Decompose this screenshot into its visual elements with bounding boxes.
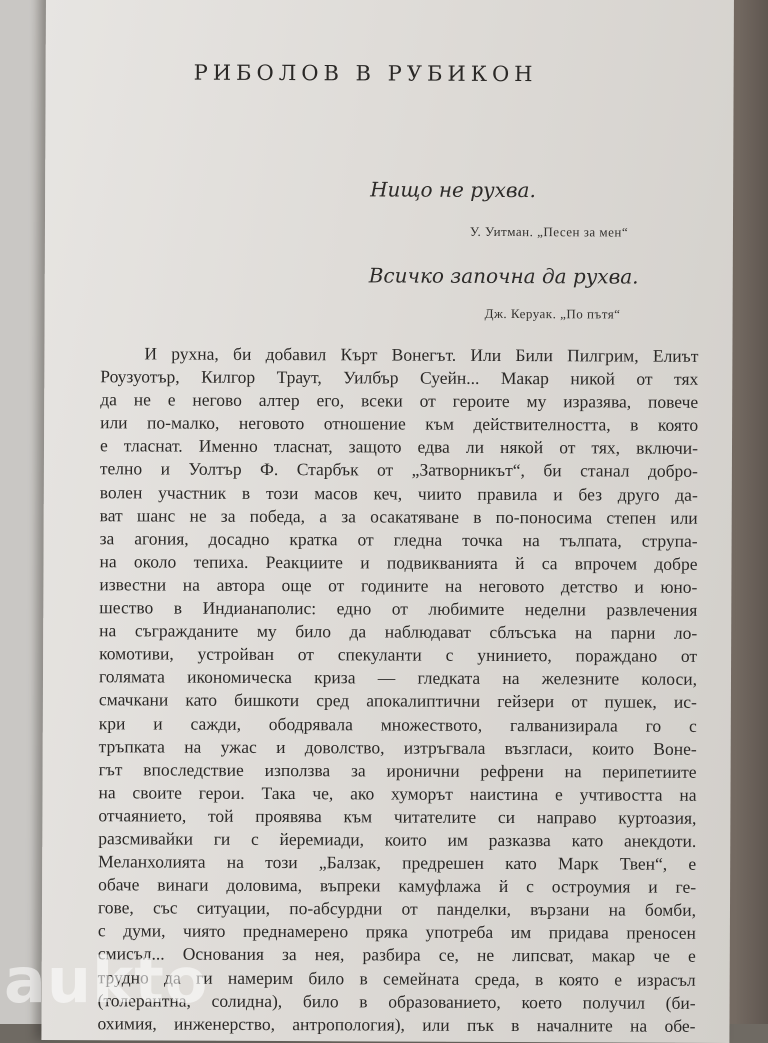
body-line: с думи, чиято преднамерено пряка употреба им придава преносен: [97, 920, 696, 944]
body-line: известни на автора още от годините на неговото детство и юно-: [99, 574, 698, 597]
body-line: охимия, инженерство, антропология), или пък в началните на обе-: [97, 1012, 696, 1036]
body-line: на около тепиха. Реакциите и подвикванията й са впрочем добре: [99, 551, 698, 574]
body-line: голямата икономическа криза — гледката на железните колоси,: [98, 666, 698, 690]
body-line: комотиви, устройван от спекуланти с унинието, пораждано от: [99, 643, 698, 667]
body-line: кри и сажди, ободрявала множеството, галванизирала го с: [98, 712, 697, 736]
epigraph-quote-1: Нищо не рухва.: [370, 177, 536, 203]
epigraph-quote-2: Всичко започна да рухва.: [368, 263, 639, 289]
body-line: Роузуотър, Килгор Траут, Уилбър Суейн... Макар никой от тях: [100, 366, 699, 389]
book-page: [41, 0, 734, 1043]
body-line: волен участник в този масов кеч, чиито правила и без друго да-: [99, 481, 698, 505]
epigraph-attribution-1: У. Уитман. „Песен за мен“: [469, 223, 629, 240]
body-text: [97, 342, 698, 1037]
body-line: гове, със ситуации, по-абсурдни от панделки, вързани на бомби,: [97, 897, 697, 921]
body-line: гът впоследствие използва за иронични рефрени на перипетиите: [98, 758, 697, 782]
body-line: ват шанс не за победа, а за осакатяване в по-поносима степен или: [99, 504, 698, 528]
body-line: обаче винаги доловима, въпреки камуфлажа й с остроумия и ге-: [98, 874, 697, 898]
body-line: Меланхолията на този „Балзак, предрешен като Марк Твен“, е: [98, 851, 697, 874]
body-line: (толерантна, солидна), било в образованието, което получил (би-: [97, 989, 696, 1013]
body-line: тръпката на ужас и доволство, изтръгвала възгласи, които Воне-: [98, 735, 697, 759]
body-line: за агония, досадно кратка от гледна точка на тълпата, струпа-: [99, 527, 698, 551]
body-line: отчаянието, той проявява към читателите си направо куртоазия,: [98, 805, 697, 828]
body-line: шество в Индианаполис: едно от любимите неделни развлечения: [99, 597, 698, 620]
body-line: И рухна, би добавил Кърт Вонегът. Или Били Пилгрим, Елиът: [144, 343, 699, 366]
watermark-logo: aukto: [4, 944, 209, 1017]
body-line: да не е негово алтер его, всеки от героите му изразява, повече: [100, 389, 699, 413]
body-line: смачкани като бишкоти сред апокалиптични гейзери от пушек, ис-: [98, 689, 697, 713]
body-line: трудно да ги намерим било в семейната среда, в която е израсъл: [97, 966, 696, 990]
body-line: телно и Уолтър Ф. Старбък от „Затворникът“, би станал добро-: [99, 458, 698, 482]
body-line: на съгражданите му било да наблюдават сблъсъка на парни ло-: [99, 620, 698, 643]
body-line: смисъл... Основания за нея, разбира се, не липсват, макар че е: [97, 943, 696, 967]
body-line: на своите герои. Така че, ако хуморът наистина е учтивостта на: [98, 782, 697, 805]
body-line: е тласнат. Именно тласнат, защото едва ли някой от тях, включи-: [99, 435, 699, 459]
body-line: или по-малко, неговото отношение към действителността, в която: [100, 412, 699, 436]
epigraph-attribution-2: Дж. Керуак. „По пътя“: [484, 305, 621, 322]
body-line: разсмивайки ги с йеремиади, които им разказва като анекдоти.: [98, 828, 697, 851]
chapter-title: РИБОЛОВ В РУБИКОН: [193, 60, 538, 87]
